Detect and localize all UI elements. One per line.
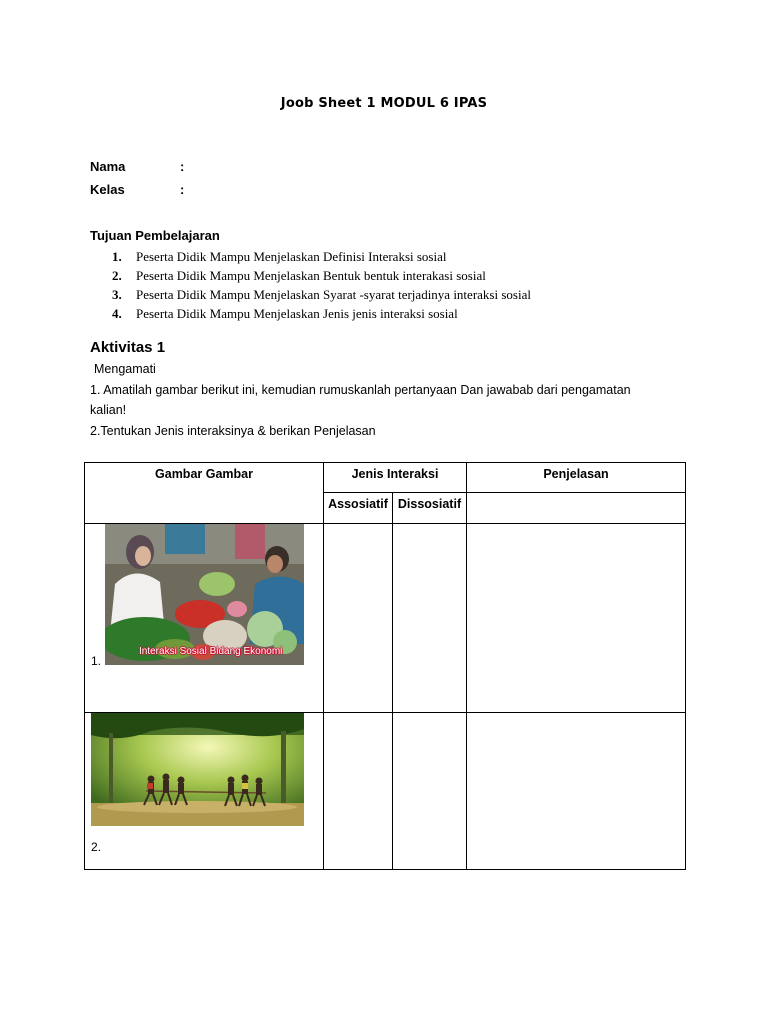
dissociative-cell-1[interactable] <box>393 524 467 713</box>
class-label: Kelas <box>90 182 125 197</box>
instruction-2: 2.Tentukan Jenis interaksinya & berikan Penjelasan <box>90 424 376 438</box>
header-associative: Assosiatif <box>324 493 393 524</box>
header-explanation: Penjelasan <box>467 463 686 493</box>
image-cell-2 <box>85 713 324 870</box>
objective-number: 4. <box>112 306 122 321</box>
objective-number: 3. <box>112 287 122 302</box>
objective-number: 2. <box>112 268 122 283</box>
activity-subheading: Mengamati <box>94 362 156 376</box>
page-title: Joob Sheet 1 MODUL 6 IPAS <box>280 96 488 111</box>
dissociative-cell-2[interactable] <box>393 713 467 870</box>
header-dissociative: Dissosiatif <box>393 493 467 524</box>
objectives-heading: Tujuan Pembelajaran <box>90 228 220 243</box>
class-colon: : <box>180 182 185 197</box>
image-cell-1 <box>85 524 324 713</box>
activity-heading: Aktivitas 1 <box>90 339 166 356</box>
header-explanation-blank <box>467 493 686 524</box>
photo-caption: Interaksi Sosial Bidang Ekonomi <box>139 646 283 657</box>
row-number: 2. <box>91 840 102 854</box>
market-photo <box>105 524 304 665</box>
associative-cell-1[interactable] <box>324 524 393 713</box>
explanation-cell-1[interactable] <box>467 524 686 713</box>
objective-text: Peserta Didik Mampu Menjelaskan Bentuk bentuk interakasi sosial <box>136 268 486 283</box>
name-field <box>90 159 184 174</box>
instruction-1-line-2: kalian! <box>90 403 127 417</box>
objective-text: Peserta Didik Mampu Menjelaskan Syarat -syarat terjadinya interaksi sosial <box>136 287 531 302</box>
objective-item <box>112 247 531 266</box>
objective-number: 1. <box>112 249 122 264</box>
tug-of-war-photo <box>91 713 304 826</box>
name-label: Nama <box>90 159 126 174</box>
objective-text: Peserta Didik Mampu Menjelaskan Jenis jenis interaksi sosial <box>136 306 458 321</box>
objectives-list <box>112 247 531 323</box>
tug-of-war-photo-svg <box>91 713 304 826</box>
objective-item <box>112 304 531 323</box>
explanation-cell-2[interactable] <box>467 713 686 870</box>
observation-table <box>84 462 686 870</box>
objective-item <box>112 266 531 285</box>
instruction-1-line-1: 1. Amatilah gambar berikut ini, kemudian rumuskanlah pertanyaan Dan jawabab dari pengamatan <box>90 383 631 397</box>
objective-text: Peserta Didik Mampu Menjelaskan Definisi Interaksi sosial <box>136 249 447 264</box>
objective-item <box>112 285 531 304</box>
name-colon: : <box>180 159 185 174</box>
market-photo-svg <box>105 524 304 665</box>
associative-cell-2[interactable] <box>324 713 393 870</box>
header-interaction-type: Jenis Interaksi <box>324 463 467 493</box>
row-number: 1. <box>91 654 102 668</box>
header-images: Gambar Gambar <box>85 463 324 524</box>
class-field <box>90 182 184 197</box>
